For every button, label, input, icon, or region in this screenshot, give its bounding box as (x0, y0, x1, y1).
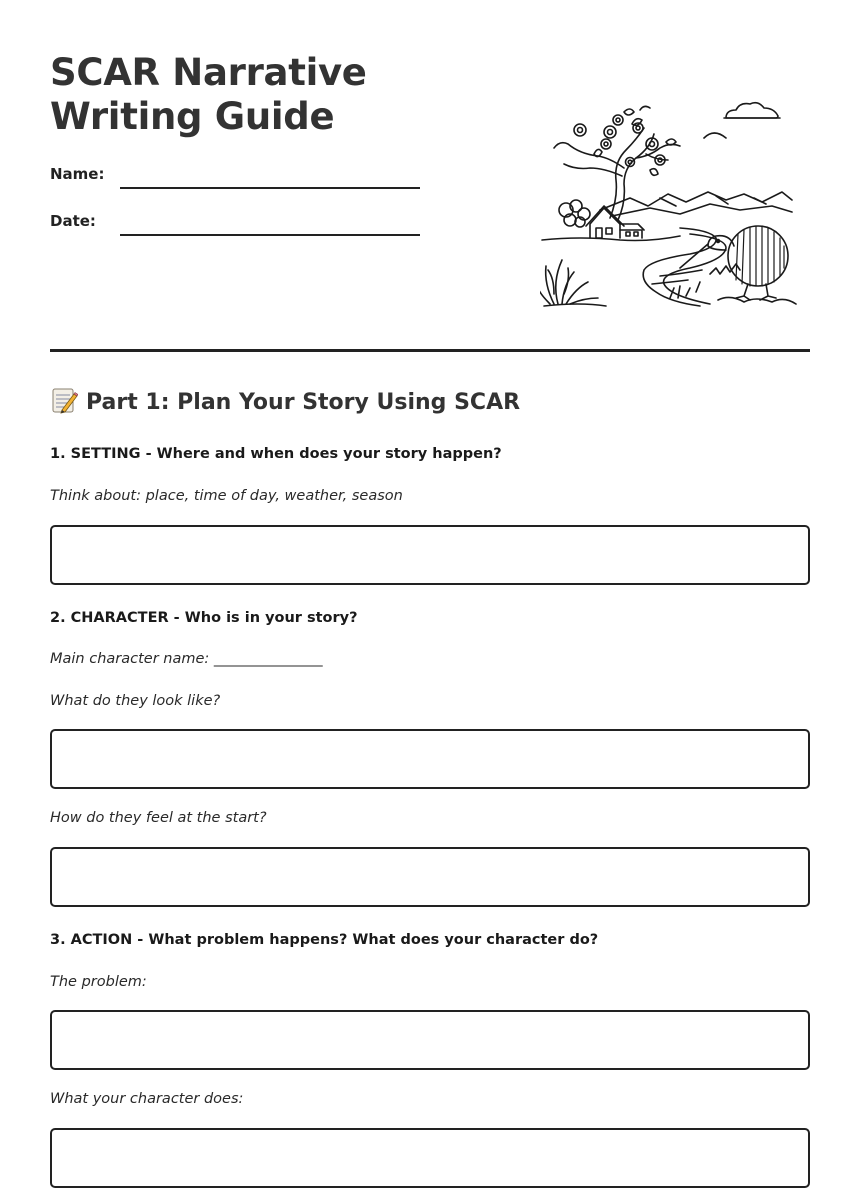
character-looks-answer-box[interactable] (50, 729, 810, 789)
name-label: Name: (50, 165, 105, 183)
character-feel-prompt: How do they feel at the start? (50, 810, 267, 826)
worksheet-header (50, 0, 810, 352)
character-question: 2. CHARACTER - Who is in your story? (50, 610, 358, 626)
date-field[interactable] (120, 234, 420, 236)
action-problem-answer-box[interactable] (50, 1010, 810, 1070)
setting-answer-box[interactable] (50, 525, 810, 585)
name-field[interactable] (120, 187, 420, 189)
setting-question: 1. SETTING - Where and when does your story happen? (50, 446, 502, 462)
action-question: 3. ACTION - What problem happens? What does your character do? (50, 932, 599, 948)
header-divider (50, 349, 810, 352)
date-label: Date: (50, 212, 96, 230)
part1-heading (50, 386, 520, 420)
kiwi-landscape-illustration (540, 98, 800, 314)
part1-heading-text: Part 1: Plan Your Story Using SCAR (86, 390, 521, 415)
character-feel-answer-box[interactable] (50, 847, 810, 907)
action-problem-prompt: The problem: (50, 974, 147, 990)
page-title: SCAR Narrative Writing Guide (50, 51, 367, 138)
setting-hint: Think about: place, time of day, weather, season (50, 488, 403, 504)
character-looks-prompt: What do they look like? (50, 693, 221, 709)
action-does-prompt: What your character does: (50, 1091, 244, 1107)
character-name-prompt: Main character name: _______________ (50, 651, 323, 667)
date-field-row (50, 211, 430, 235)
worksheet-page (50, 0, 810, 1107)
action-does-answer-box[interactable] (50, 1128, 810, 1188)
memo-icon (50, 386, 78, 414)
name-field-row (50, 164, 430, 188)
